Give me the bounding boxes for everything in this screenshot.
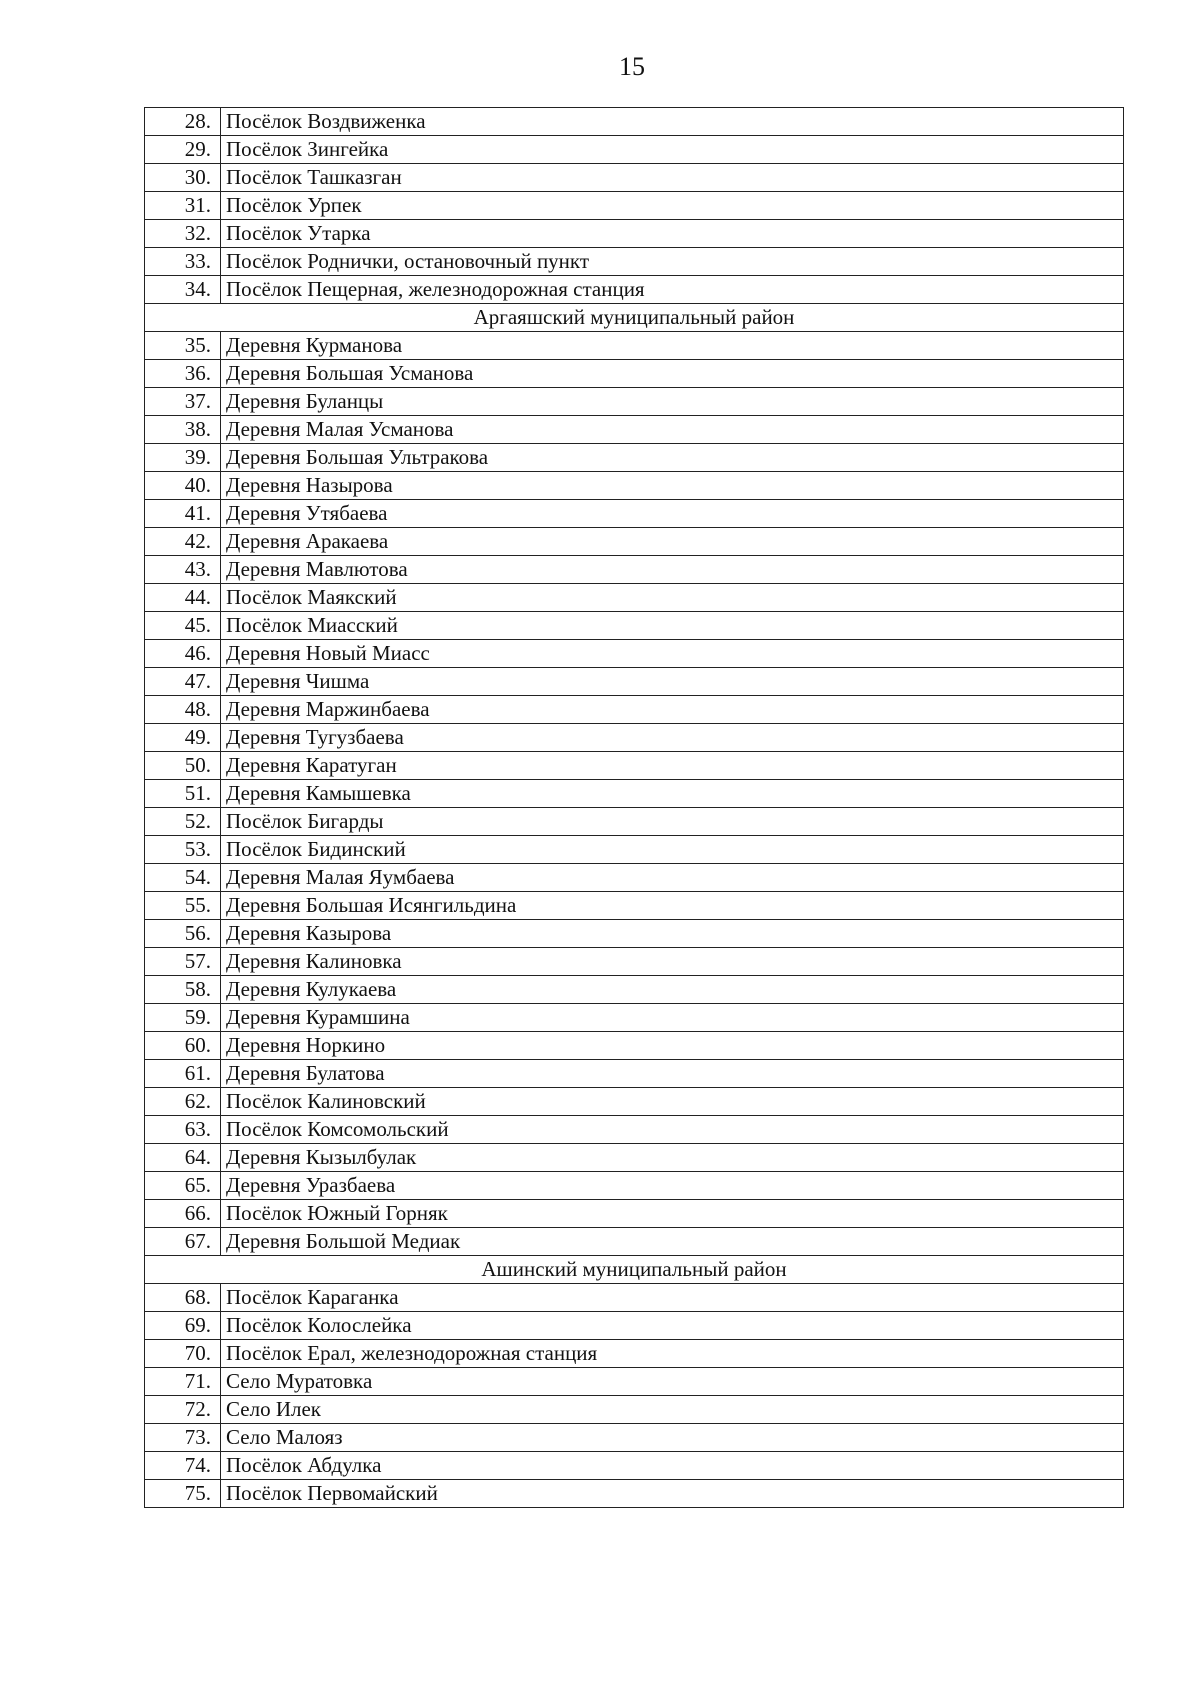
row-number: 71. [145, 1368, 221, 1396]
settlement-name: Посёлок Калиновский [221, 1088, 1124, 1116]
row-number: 57. [145, 948, 221, 976]
row-number: 53. [145, 836, 221, 864]
settlement-name: Деревня Тугузбаева [221, 724, 1124, 752]
settlement-name: Посёлок Комсомольский [221, 1116, 1124, 1144]
settlement-name: Деревня Булатова [221, 1060, 1124, 1088]
table-row [145, 864, 1124, 892]
page-number: 15 [619, 52, 645, 81]
table-row [145, 248, 1124, 276]
table-row [145, 416, 1124, 444]
settlement-name: Посёлок Бигарды [221, 808, 1124, 836]
table-row [145, 1004, 1124, 1032]
settlement-name: Посёлок Урпек [221, 192, 1124, 220]
settlement-name: Деревня Чишма [221, 668, 1124, 696]
row-number: 32. [145, 220, 221, 248]
table-row [145, 724, 1124, 752]
table-row [145, 1424, 1124, 1452]
row-number: 58. [145, 976, 221, 1004]
row-number: 49. [145, 724, 221, 752]
settlement-name: Деревня Назырова [221, 472, 1124, 500]
table-row [145, 1368, 1124, 1396]
settlement-name: Деревня Большая Ультракова [221, 444, 1124, 472]
row-number: 42. [145, 528, 221, 556]
row-number: 73. [145, 1424, 221, 1452]
row-number: 37. [145, 388, 221, 416]
row-number: 63. [145, 1116, 221, 1144]
settlement-name: Деревня Буланцы [221, 388, 1124, 416]
table-row [145, 1480, 1124, 1508]
settlement-name: Посёлок Пещерная, железнодорожная станция [221, 276, 1124, 304]
settlement-name: Деревня Казырова [221, 920, 1124, 948]
settlement-name: Деревня Малая Яумбаева [221, 864, 1124, 892]
row-number: 50. [145, 752, 221, 780]
settlement-name: Деревня Уразбаева [221, 1172, 1124, 1200]
row-number: 46. [145, 640, 221, 668]
table-row [145, 1312, 1124, 1340]
table-row [145, 892, 1124, 920]
settlement-name: Деревня Мавлютова [221, 556, 1124, 584]
table-row [145, 1116, 1124, 1144]
row-number: 38. [145, 416, 221, 444]
settlements-table [144, 107, 1124, 1508]
settlement-name: Посёлок Утарка [221, 220, 1124, 248]
row-number: 68. [145, 1284, 221, 1312]
settlement-name: Посёлок Ташказган [221, 164, 1124, 192]
row-number: 43. [145, 556, 221, 584]
row-number: 65. [145, 1172, 221, 1200]
table-row [145, 1200, 1124, 1228]
table-row [145, 752, 1124, 780]
table-row [145, 780, 1124, 808]
table-row [145, 220, 1124, 248]
settlement-name: Деревня Каратуган [221, 752, 1124, 780]
settlement-name: Деревня Маржинбаева [221, 696, 1124, 724]
settlement-name: Деревня Аракаева [221, 528, 1124, 556]
table-row [145, 136, 1124, 164]
row-number: 47. [145, 668, 221, 696]
settlement-name: Деревня Курманова [221, 332, 1124, 360]
settlement-name: Посёлок Воздвиженка [221, 108, 1124, 136]
row-number: 54. [145, 864, 221, 892]
settlement-name: Посёлок Роднички, остановочный пункт [221, 248, 1124, 276]
table-row [145, 612, 1124, 640]
table-row [145, 556, 1124, 584]
table-row [145, 640, 1124, 668]
row-number: 41. [145, 500, 221, 528]
row-number: 35. [145, 332, 221, 360]
row-number: 69. [145, 1312, 221, 1340]
row-number: 52. [145, 808, 221, 836]
table-row [145, 836, 1124, 864]
district-title: Аргаяшский муниципальный район [145, 304, 1124, 332]
row-number: 48. [145, 696, 221, 724]
table-body [145, 108, 1124, 1508]
settlement-name: Деревня Камышевка [221, 780, 1124, 808]
settlement-name: Посёлок Зингейка [221, 136, 1124, 164]
table-row [145, 696, 1124, 724]
table-row [145, 1340, 1124, 1368]
row-number: 75. [145, 1480, 221, 1508]
row-number: 70. [145, 1340, 221, 1368]
table-row [145, 948, 1124, 976]
table-row [145, 1396, 1124, 1424]
settlement-name: Деревня Норкино [221, 1032, 1124, 1060]
table-row [145, 1144, 1124, 1172]
row-number: 31. [145, 192, 221, 220]
settlement-name: Село Илек [221, 1396, 1124, 1424]
row-number: 28. [145, 108, 221, 136]
row-number: 72. [145, 1396, 221, 1424]
settlement-name: Посёлок Бидинский [221, 836, 1124, 864]
row-number: 45. [145, 612, 221, 640]
row-number: 30. [145, 164, 221, 192]
row-number: 40. [145, 472, 221, 500]
table-row [145, 360, 1124, 388]
settlement-name: Деревня Утябаева [221, 500, 1124, 528]
row-number: 62. [145, 1088, 221, 1116]
row-number: 51. [145, 780, 221, 808]
table-row [145, 500, 1124, 528]
settlement-name: Деревня Кулукаева [221, 976, 1124, 1004]
table-row [145, 1172, 1124, 1200]
settlement-name: Село Малояз [221, 1424, 1124, 1452]
settlement-name: Посёлок Южный Горняк [221, 1200, 1124, 1228]
settlement-name: Село Муратовка [221, 1368, 1124, 1396]
settlement-name: Посёлок Первомайский [221, 1480, 1124, 1508]
row-number: 56. [145, 920, 221, 948]
district-header-row [145, 1256, 1124, 1284]
settlement-name: Посёлок Колослейка [221, 1312, 1124, 1340]
settlement-name: Посёлок Миасский [221, 612, 1124, 640]
table-row [145, 1060, 1124, 1088]
settlement-name: Деревня Большая Исянгильдина [221, 892, 1124, 920]
settlement-name: Деревня Кызылбулак [221, 1144, 1124, 1172]
district-header-row [145, 304, 1124, 332]
row-number: 59. [145, 1004, 221, 1032]
settlement-name: Деревня Большой Медиак [221, 1228, 1124, 1256]
settlement-name: Посёлок Абдулка [221, 1452, 1124, 1480]
district-title: Ашинский муниципальный район [145, 1256, 1124, 1284]
settlement-name: Посёлок Караганка [221, 1284, 1124, 1312]
table-row [145, 808, 1124, 836]
row-number: 39. [145, 444, 221, 472]
table-row [145, 1452, 1124, 1480]
row-number: 33. [145, 248, 221, 276]
row-number: 36. [145, 360, 221, 388]
settlement-name: Деревня Малая Усманова [221, 416, 1124, 444]
row-number: 44. [145, 584, 221, 612]
table-row [145, 976, 1124, 1004]
table-row [145, 276, 1124, 304]
table-row [145, 1228, 1124, 1256]
table-row [145, 668, 1124, 696]
row-number: 55. [145, 892, 221, 920]
table-row [145, 1032, 1124, 1060]
table-row [145, 1088, 1124, 1116]
row-number: 67. [145, 1228, 221, 1256]
row-number: 60. [145, 1032, 221, 1060]
table-row [145, 444, 1124, 472]
table-row [145, 388, 1124, 416]
table-row [145, 472, 1124, 500]
table-row [145, 192, 1124, 220]
settlement-name: Деревня Курамшина [221, 1004, 1124, 1032]
settlement-name: Посёлок Ерал, железнодорожная станция [221, 1340, 1124, 1368]
table-row [145, 920, 1124, 948]
settlement-name: Посёлок Маякский [221, 584, 1124, 612]
row-number: 64. [145, 1144, 221, 1172]
table-row [145, 584, 1124, 612]
row-number: 74. [145, 1452, 221, 1480]
row-number: 61. [145, 1060, 221, 1088]
settlement-name: Деревня Новый Миасс [221, 640, 1124, 668]
table-row [145, 164, 1124, 192]
settlement-name: Деревня Калиновка [221, 948, 1124, 976]
table-row [145, 332, 1124, 360]
table-row [145, 108, 1124, 136]
row-number: 66. [145, 1200, 221, 1228]
row-number: 29. [145, 136, 221, 164]
table-row [145, 1284, 1124, 1312]
settlement-name: Деревня Большая Усманова [221, 360, 1124, 388]
row-number: 34. [145, 276, 221, 304]
table-row [145, 528, 1124, 556]
